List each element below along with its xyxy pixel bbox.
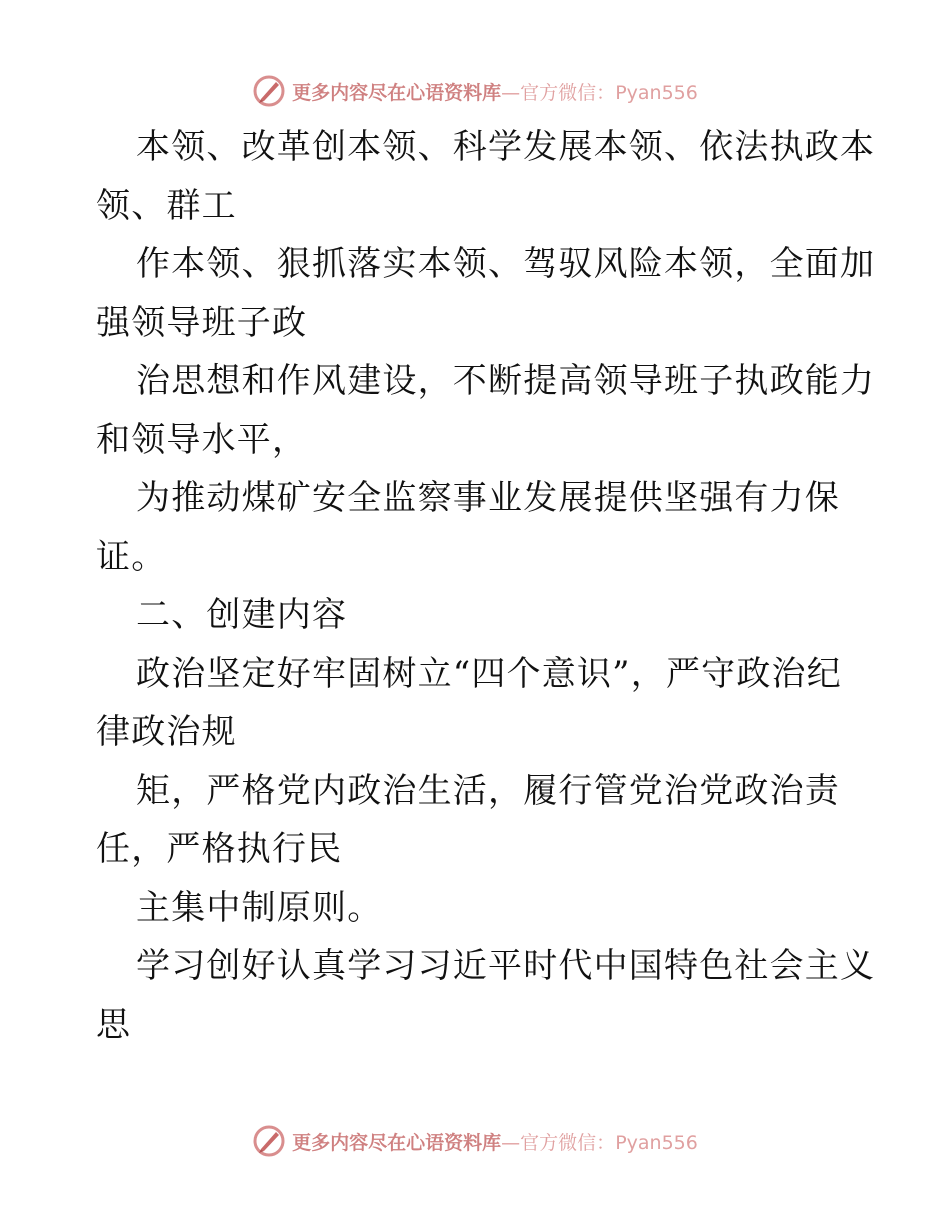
quill-pen-icon bbox=[252, 74, 286, 108]
document-body bbox=[96, 118, 876, 1054]
text-line: 政治坚定好牢固树立“四个意识”，严守政治纪 bbox=[136, 653, 842, 694]
text-line: 思 bbox=[96, 1004, 132, 1045]
text-line: 证。 bbox=[96, 536, 167, 577]
text-line: 学习创好认真学习习近平时代中国特色社会主义 bbox=[136, 946, 876, 986]
section-heading: 二、创建内容 bbox=[136, 595, 348, 635]
text-line: 强领导班子政 bbox=[96, 302, 308, 343]
quill-pen-icon bbox=[252, 1124, 286, 1158]
text-line: 作本领、狠抓落实本领、驾驭风险本领，全面加 bbox=[136, 244, 876, 284]
text-line: 任，严格执行民 bbox=[96, 829, 343, 869]
text-line: 本领、改革创本领、科学发展本领、依法执政本 bbox=[136, 127, 876, 167]
text-line: 矩，严格党内政治生活，履行管党治党政治责 bbox=[136, 770, 840, 811]
banner-text: 更多内容尽在心语资料库—官方微信：Pyan556 bbox=[292, 1131, 698, 1154]
footer-watermark-banner bbox=[0, 1121, 950, 1161]
text-line: 主集中制原则。 bbox=[136, 887, 383, 928]
header-watermark-banner bbox=[0, 71, 950, 111]
text-line: 为推动煤矿安全监察事业发展提供坚强有力保 bbox=[136, 478, 840, 518]
text-line: 领、群工 bbox=[96, 185, 237, 226]
text-line: 治思想和作风建设，不断提高领导班子执政能力 bbox=[136, 361, 876, 401]
banner-text: 更多内容尽在心语资料库—官方微信：Pyan556 bbox=[292, 81, 698, 104]
text-line: 律政治规 bbox=[96, 712, 237, 752]
text-line: 和领导水平， bbox=[96, 419, 308, 460]
